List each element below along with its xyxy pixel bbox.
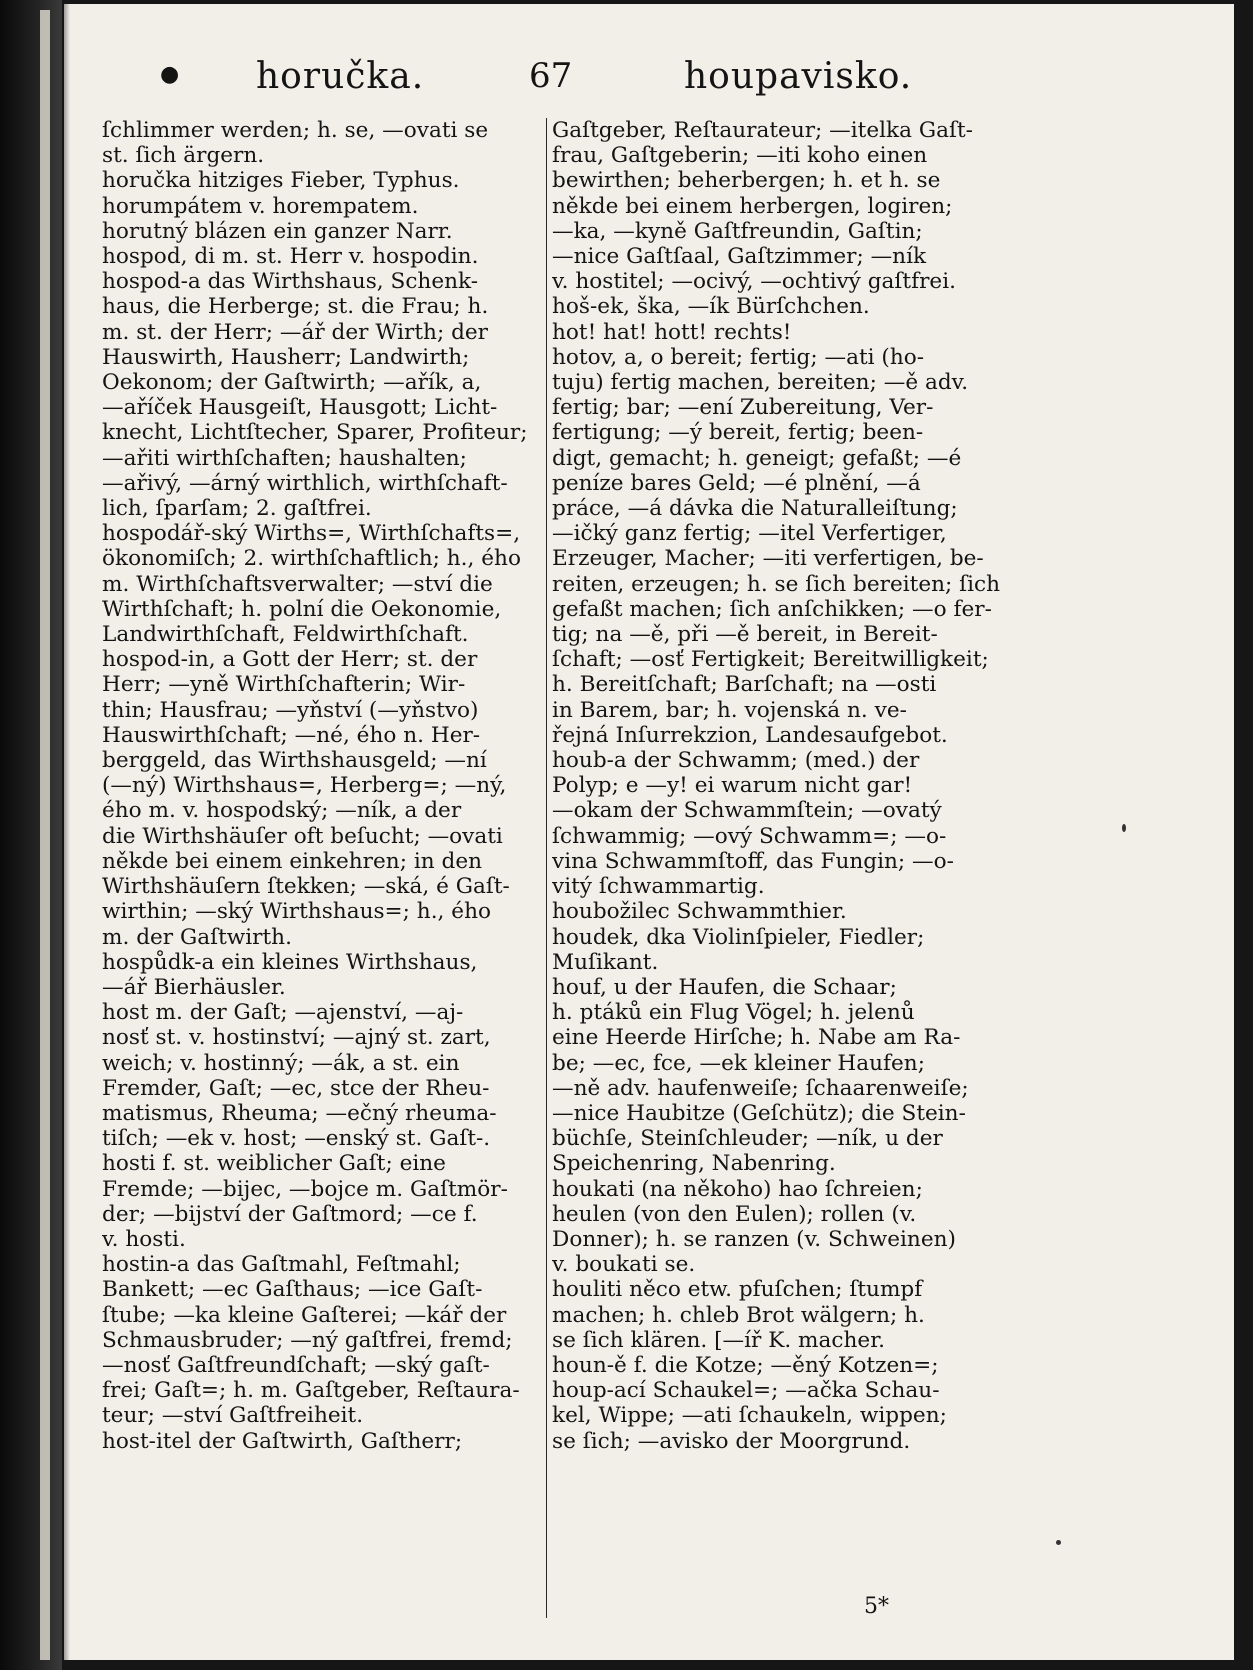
entry-line: thin; Hausfrau; —yňství (—yňstvo) [102, 697, 479, 723]
left-column [102, 118, 542, 1638]
entry-line: se ſich klären. [—íř K. macher. [552, 1327, 886, 1353]
entry-line: Oekonom; der Gaſtwirth; —ařík, a, [102, 370, 482, 396]
entry-line: hospod-a das Wirthshaus, Schenk- [102, 269, 479, 295]
entry-line: vitý ſchwammartig. [552, 874, 765, 900]
entry-line: knecht, Lichtſtecher, Sparer, Profiteur; [102, 420, 528, 446]
entry-line: Hauswirthſchaft; —né, ého n. Her- [102, 722, 481, 748]
entry-line: Muſikant. [552, 949, 659, 975]
entry-line: tig; na —ě, při —ě bereit, in Bereit- [552, 622, 938, 648]
right-guide-word: houpavisko. [684, 56, 913, 97]
entry-line: —nosť Gaſtfreundſchaft; —ský gaſt- [102, 1352, 490, 1378]
entry-line: kel, Wippe; —ati ſchaukeln, wippen; [552, 1403, 947, 1429]
entry-line: Erzeuger, Macher; —iti verfertigen, be- [552, 546, 984, 572]
entry-line: Wirthshäuſern ſtekken; —ská, é Gaſt- [102, 874, 510, 900]
entry-line: Schmausbruder; —ný gaſtfrei, fremd; [102, 1327, 513, 1353]
entry-line: Fremder, Gaſt; —ec, stce der Rheu- [102, 1075, 490, 1101]
entry-line: m. st. der Herr; —ář der Wirth; der [102, 319, 489, 345]
entry-line: houliti něco etw. pfuſchen; ſtumpf [552, 1277, 923, 1303]
entry-line: Hauswirth, Hausherr; Landwirth; [102, 344, 470, 370]
entry-line: —ařivý, —árný wirthlich, wirthſchaft- [102, 470, 508, 496]
entry-line: ſtube; —ka kleine Gaſterei; —kář der [102, 1302, 507, 1328]
entry-line: frei; Gaſt=; h. m. Gaſtgeber, Reſtaura- [102, 1378, 520, 1404]
entry-line: nosť st. v. hostinství; —ajný st. zart, [102, 1025, 491, 1051]
entry-line: houdek, dka Violinſpieler, Fiedler; [552, 924, 925, 950]
entry-line: Landwirthſchaft, Feldwirthſchaft. [102, 622, 469, 648]
entry-line: houf, u der Haufen, die Schaar; [552, 974, 897, 1000]
entry-line: ökonomiſch; 2. wirthſchaftlich; h., ého [102, 546, 521, 572]
entry-line: machen; h. chleb Brot wälgern; h. [552, 1302, 925, 1328]
entry-line: fertig; bar; —ení Zubereitung, Ver- [552, 395, 934, 421]
binding-gutter [0, 0, 62, 1670]
page-number: 67 [529, 56, 573, 96]
entry-line: —ka, —kyně Gaſtfreundin, Gaſtin; [552, 218, 923, 244]
entry-line: wirthin; —ský Wirthshaus=; h., ého [102, 899, 491, 925]
entry-line: teur; —ství Gaſtfreiheit. [102, 1403, 364, 1429]
entry-line: die Wirthshäuſer oft beſucht; —ovati [102, 823, 503, 849]
entry-line: práce, —á dávka die Naturalleiſtung; [552, 496, 958, 522]
entry-line: host m. der Gaſt; —ajenství, —aj- [102, 1000, 464, 1026]
signature-mark: 5* [864, 1594, 889, 1619]
entry-line: reiten, erzeugen; h. se ſich bereiten; ſich [552, 571, 1001, 597]
entry-line: peníze bares Geld; —é plnění, —á [552, 470, 921, 496]
entry-line: ého m. v. hospodský; —ník, a der [102, 798, 462, 824]
entry-line: host-itel der Gaſtwirth, Gaſtherr; [102, 1428, 463, 1454]
entry-line: Polyp; e —y! ei warum nicht gar! [552, 773, 913, 799]
left-guide-word: horučka. [256, 56, 425, 97]
entry-line: horumpátem v. horempatem. [102, 193, 419, 219]
entry-line: někde bei einem einkehren; in den [102, 848, 483, 874]
entry-line: hoš-ek, ška, —ík Bürſchchen. [552, 294, 870, 320]
entry-line: v. boukati se. [552, 1252, 696, 1278]
entry-line: někde bei einem herbergen, logiren; [552, 193, 953, 219]
entry-line: bewirthen; beherbergen; h. et h. se [552, 168, 941, 194]
entry-line: matismus, Rheuma; —ečný rheuma- [102, 1100, 497, 1126]
entry-line: frau, Gaſtgeberin; —iti koho einen [552, 143, 928, 169]
entry-line: —ně adv. haufenweiſe; ſchaarenweiſe; [552, 1075, 969, 1101]
entry-line: řejná Inſurrekzion, Landesaufgebot. [552, 722, 948, 748]
entry-line: ſchwammig; —ový Schwamm=; —o- [552, 823, 947, 849]
entry-line: ſchaft; —osť Fertigkeit; Bereitwilligkeit; [552, 647, 989, 673]
entry-line: weich; v. hostinný; —ák, a st. ein [102, 1050, 460, 1076]
entry-line: Gaſtgeber, Reſtaurateur; —itelka Gaſt- [552, 118, 973, 143]
entry-line: m. Wirthſchaftsverwalter; —ství die [102, 571, 493, 597]
entry-line: houkati (na někoho) hao ſchreien; [552, 1176, 923, 1202]
entry-line: eine Heerde Hirſche; h. Nabe am Ra- [552, 1025, 961, 1051]
entry-line: Wirthſchaft; h. polní die Oekonomie, [102, 596, 502, 622]
entry-line: Herr; —yně Wirthſchafterin; Wir- [102, 672, 466, 698]
entry-line: hot! hat! hott! rechts! [552, 319, 792, 345]
entry-line: Fremde; —bijec, —bojce m. Gaſtmör- [102, 1176, 508, 1202]
entry-line: h. Bereitſchaft; Barſchaft; na —osti [552, 672, 937, 698]
entry-line: houp-ací Schaukel=; —ačka Schau- [552, 1378, 940, 1404]
entry-line: hotov, a, o bereit; fertig; —ati (ho- [552, 344, 925, 370]
entry-line: Speichenring, Nabenring. [552, 1151, 836, 1177]
entry-line: berggeld, das Wirthshausgeld; —ní [102, 748, 487, 774]
entry-line: horutný blázen ein ganzer Narr. [102, 218, 453, 244]
entry-line: h. ptáků ein Flug Vögel; h. jelenů [552, 1000, 915, 1026]
entry-line: gefaßt machen; ſich anſchikken; —o fer- [552, 596, 992, 622]
page-edge-shadow [64, 4, 70, 1660]
entry-line: —ičký ganz fertig; —itel Verfertiger, [552, 521, 947, 547]
ink-speck [1122, 824, 1126, 832]
page-header [64, 56, 1234, 108]
right-column [552, 118, 1002, 1638]
entry-line: houbožilec Schwammthier. [552, 899, 847, 925]
entry-line: ſchlimmer werden; h. se, —ovati se [102, 118, 489, 143]
entry-line: hospod, di m. st. Herr v. hospodin. [102, 244, 479, 270]
entry-line: haus, die Herberge; st. die Frau; h. [102, 294, 489, 320]
entry-line: horučka hitziges Fieber, Typhus. [102, 168, 460, 194]
entry-line: in Barem, bar; h. vojenská n. ve- [552, 697, 907, 723]
entry-line: digt, gemacht; h. geneigt; gefaßt; —é [552, 445, 962, 471]
entry-line: m. der Gaſtwirth. [102, 924, 292, 950]
entry-line: —ařiti wirthſchaften; haushalten; [102, 445, 467, 471]
entry-line: tiſch; —ek v. host; —enský st. Gaſt-. [102, 1126, 491, 1152]
entry-line: büchſe, Steinſchleuder; —ník, u der [552, 1126, 943, 1152]
entry-line: be; —ec, fce, —ek kleiner Haufen; [552, 1050, 925, 1076]
bullet-mark: ● [160, 62, 180, 87]
entry-line: v. hostitel; —ocivý, —ochtivý gaſtfrei. [552, 269, 956, 295]
entry-line: st. ſich ärgern. [102, 143, 265, 169]
entry-line: houn-ě f. die Kotze; —ěný Kotzen=; [552, 1352, 939, 1378]
entry-line: v. hosti. [102, 1226, 186, 1252]
entry-line: —okam der Schwammſtein; —ovatý [552, 798, 942, 824]
previous-page-edge [40, 10, 50, 1660]
entry-line: tuju) fertig machen, bereiten; —ě adv. [552, 370, 969, 396]
entry-line: vina Schwammſtoff, das Fungin; —o- [552, 848, 954, 874]
entry-line: hospodář-ský Wirths=, Wirthſchafts=, [102, 521, 521, 547]
entry-line: —nice Gaſtſaal, Gaſtzimmer; —ník [552, 244, 927, 270]
ink-speck [1056, 1540, 1061, 1545]
entry-line: —ář Bierhäusler. [102, 974, 286, 1000]
dictionary-page [64, 4, 1234, 1660]
entry-line: Bankett; —ec Gaſthaus; —ice Gaſt- [102, 1277, 483, 1303]
entry-line: lich, ſparſam; 2. gaſtfrei. [102, 496, 372, 522]
entry-line: Donner); h. se ranzen (v. Schweinen) [552, 1226, 956, 1252]
entry-line: hostin-a das Gaſtmahl, Feſtmahl; [102, 1252, 461, 1278]
entry-line: hospůdk-a ein kleines Wirthshaus, [102, 949, 478, 975]
entry-line: der; —bijství der Gaſtmord; —ce f. [102, 1201, 478, 1227]
entry-line: —nice Haubitze (Geſchütz); die Stein- [552, 1100, 966, 1126]
entry-line: heulen (von den Eulen); rollen (v. [552, 1201, 917, 1227]
entry-line: hospod-in, a Gott der Herr; st. der [102, 647, 478, 673]
entry-line: hosti f. st. weiblicher Gaſt; eine [102, 1151, 446, 1177]
column-divider [546, 118, 547, 1618]
entry-line: fertigung; —ý bereit, fertig; been- [552, 420, 924, 446]
entry-line: (—ný) Wirthshaus=, Herberg=; —ný, [102, 773, 507, 799]
entry-line: —aříček Hausgeiſt, Hausgott; Licht- [102, 395, 498, 421]
entry-line: houb-a der Schwamm; (med.) der [552, 748, 920, 774]
entry-line: se ſich; —avisko der Moorgrund. [552, 1428, 911, 1454]
